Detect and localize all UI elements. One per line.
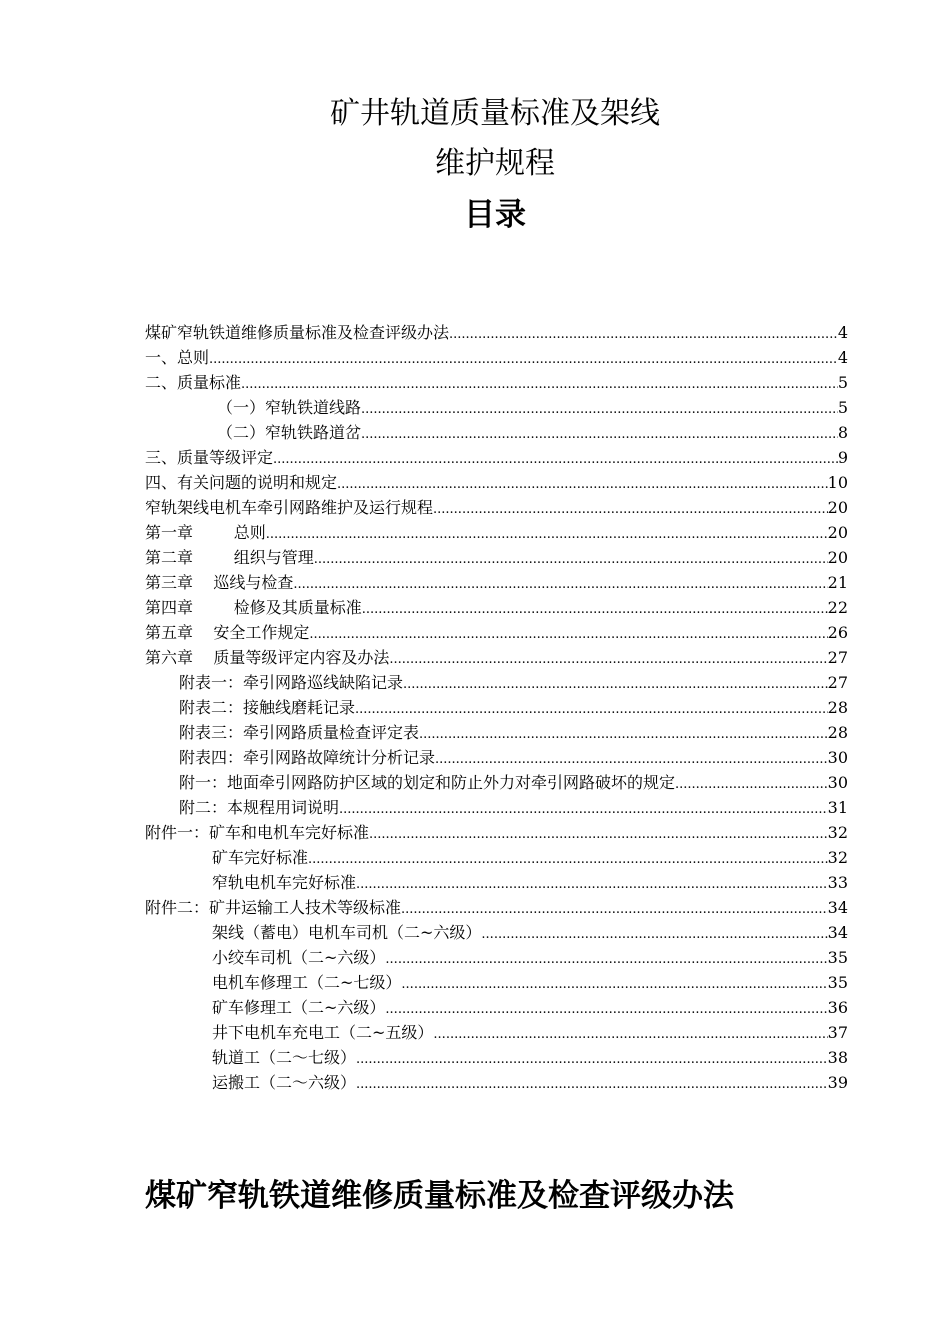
- section-heading: 煤矿窄轨铁道维修质量标准及检查评级办法: [145, 1178, 734, 1214]
- toc-entry-page-number: 9: [837, 448, 848, 467]
- toc-dot-leader: [433, 495, 828, 520]
- toc-dot-leader: [385, 945, 827, 970]
- toc-entry-page-number: 10: [827, 473, 848, 492]
- toc-dot-leader: [266, 520, 828, 545]
- toc-entry-title: 二、质量标准: [145, 373, 242, 392]
- toc-dot-leader: [419, 720, 828, 745]
- toc-entry[interactable]: [145, 345, 848, 370]
- toc-entry-title: 窄轨电机车完好标准: [212, 873, 357, 892]
- toc-entry-page-number: 27: [827, 673, 848, 692]
- toc-entry-title: 附一：地面牵引网路防护区域的划定和防止外力对牵引网路破坏的规定: [179, 773, 676, 792]
- toc-entry-page-number: 27: [827, 648, 848, 667]
- toc-dot-leader: [449, 320, 838, 345]
- toc-entry[interactable]: [145, 320, 848, 345]
- toc-entry-page-number: 26: [827, 623, 848, 642]
- toc-entry-page-number: 22: [827, 598, 848, 617]
- toc-entry[interactable]: [145, 795, 848, 820]
- toc-dot-leader: [403, 670, 828, 695]
- toc-entry-title: 第五章 安全工作规定: [145, 623, 310, 642]
- toc-entry-title: 附表一：牵引网路巡线缺陷记录: [179, 673, 404, 692]
- toc-entry-page-number: 30: [827, 773, 848, 792]
- toc-entry[interactable]: [145, 970, 848, 995]
- toc-entry-page-number: 32: [827, 848, 848, 867]
- toc-entry-page-number: 5: [837, 398, 848, 417]
- toc-dot-leader: [401, 895, 828, 920]
- toc-dot-leader: [389, 645, 827, 670]
- toc-entry-title: 煤矿窄轨铁道维修质量标准及检查评级办法: [145, 323, 450, 342]
- toc-entry-page-number: 4: [837, 348, 848, 367]
- toc-entry[interactable]: [145, 1045, 848, 1070]
- toc-entry[interactable]: [145, 370, 848, 395]
- document-title-line-1: 矿井轨道质量标准及架线: [330, 96, 660, 131]
- toc-entry[interactable]: [145, 720, 848, 745]
- toc-dot-leader: [308, 845, 828, 870]
- toc-entry[interactable]: [145, 420, 848, 445]
- toc-entry[interactable]: [145, 1020, 848, 1045]
- toc-entry-title: 井下电机车充电工（二~五级）: [212, 1023, 434, 1042]
- toc-entry-title: 第四章 检修及其质量标准: [145, 598, 362, 617]
- toc-entry[interactable]: [145, 945, 848, 970]
- toc-entry[interactable]: [145, 1070, 848, 1095]
- toc-entry-title: 附表三：牵引网路质量检查评定表: [179, 723, 420, 742]
- toc-entry-page-number: 20: [827, 523, 848, 542]
- toc-entry-page-number: 28: [827, 723, 848, 742]
- toc-entry-title: 窄轨架线电机车牵引网路维护及运行规程: [145, 498, 434, 517]
- toc-entry-title: 四、有关问题的说明和规定: [145, 473, 338, 492]
- toc-entry[interactable]: [145, 820, 848, 845]
- toc-dot-leader: [314, 545, 828, 570]
- toc-dot-leader: [435, 745, 828, 770]
- toc-entry-page-number: 8: [837, 423, 848, 442]
- toc-entry[interactable]: [145, 395, 848, 420]
- toc-entry[interactable]: [145, 545, 848, 570]
- toc-entry[interactable]: [145, 620, 848, 645]
- toc-entry-title: 矿车修理工（二~六级）: [212, 998, 386, 1017]
- toc-dot-leader: [337, 470, 828, 495]
- toc-entry-title: 附表四：牵引网路故障统计分析记录: [179, 748, 436, 767]
- toc-entry[interactable]: [145, 520, 848, 545]
- toc-entry-page-number: 4: [837, 323, 848, 342]
- toc-entry[interactable]: [145, 920, 848, 945]
- toc-entry-page-number: 21: [827, 573, 848, 592]
- toc-entry[interactable]: [145, 845, 848, 870]
- document-title-line-2: 维护规程: [435, 146, 555, 181]
- toc-dot-leader: [362, 595, 828, 620]
- toc-entry-page-number: 37: [827, 1023, 848, 1042]
- toc-entry-page-number: 20: [827, 548, 848, 567]
- toc-entry[interactable]: [145, 995, 848, 1020]
- toc-entry-title: 第二章 组织与管理: [145, 548, 314, 567]
- toc-entry[interactable]: [145, 670, 848, 695]
- toc-entry[interactable]: [145, 895, 848, 920]
- toc-entry-title: （二）窄轨铁路道岔: [217, 423, 362, 442]
- toc-entry-title: 三、质量等级评定: [145, 448, 274, 467]
- toc-dot-leader: [356, 870, 828, 895]
- table-of-contents: [145, 320, 848, 1095]
- toc-entry[interactable]: [145, 645, 848, 670]
- toc-dot-leader: [361, 395, 838, 420]
- toc-dot-leader: [356, 1070, 828, 1095]
- toc-entry-title: 矿车完好标准: [212, 848, 309, 867]
- toc-entry[interactable]: [145, 770, 848, 795]
- toc-heading: 目录: [464, 197, 526, 233]
- toc-entry-title: 架线（蓄电）电机车司机（二~六级）: [212, 923, 482, 942]
- toc-entry-title: 一、总则: [145, 348, 210, 367]
- toc-entry-title: 轨道工（二～七级）: [212, 1048, 357, 1067]
- toc-entry-page-number: 5: [837, 373, 848, 392]
- toc-entry-page-number: 36: [827, 998, 848, 1017]
- toc-dot-leader: [309, 620, 827, 645]
- toc-dot-leader: [241, 370, 838, 395]
- toc-dot-leader: [209, 345, 838, 370]
- toc-entry-title: 第一章 总则: [145, 523, 266, 542]
- toc-entry[interactable]: [145, 870, 848, 895]
- toc-entry-page-number: 28: [827, 698, 848, 717]
- toc-dot-leader: [369, 820, 828, 845]
- toc-entry[interactable]: [145, 695, 848, 720]
- toc-entry-page-number: 30: [827, 748, 848, 767]
- toc-entry[interactable]: [145, 745, 848, 770]
- toc-dot-leader: [361, 420, 838, 445]
- toc-entry-page-number: 35: [827, 948, 848, 967]
- toc-entry-title: 附件二：矿井运输工人技术等级标准: [145, 898, 402, 917]
- toc-entry[interactable]: [145, 570, 848, 595]
- toc-dot-leader: [355, 695, 828, 720]
- toc-dot-leader: [293, 570, 827, 595]
- toc-entry-page-number: 35: [827, 973, 848, 992]
- toc-entry[interactable]: [145, 595, 848, 620]
- toc-entry-page-number: 34: [827, 898, 848, 917]
- toc-entry-title: 电机车修理工（二~七级）: [212, 973, 402, 992]
- toc-entry-page-number: 20: [827, 498, 848, 517]
- toc-dot-leader: [339, 795, 828, 820]
- toc-dot-leader: [675, 770, 828, 795]
- toc-entry-page-number: 38: [827, 1048, 848, 1067]
- toc-entry[interactable]: [145, 445, 848, 470]
- toc-entry-title: 附件一：矿车和电机车完好标准: [145, 823, 370, 842]
- toc-entry[interactable]: [145, 470, 848, 495]
- toc-dot-leader: [273, 445, 838, 470]
- toc-entry-title: 运搬工（二～六级）: [212, 1073, 357, 1092]
- toc-entry-title: 附二：本规程用词说明: [179, 798, 340, 817]
- toc-entry-title: （一）窄轨铁道线路: [217, 398, 362, 417]
- toc-entry-page-number: 33: [827, 873, 848, 892]
- toc-entry-title: 附表二：接触线磨耗记录: [179, 698, 356, 717]
- toc-dot-leader: [385, 995, 827, 1020]
- toc-entry-page-number: 31: [827, 798, 848, 817]
- toc-entry-page-number: 34: [827, 923, 848, 942]
- toc-dot-leader: [356, 1045, 828, 1070]
- toc-dot-leader: [401, 970, 827, 995]
- toc-entry-title: 第六章 质量等级评定内容及办法: [145, 648, 390, 667]
- toc-entry-title: 第三章 巡线与检查: [145, 573, 294, 592]
- toc-entry-title: 小绞车司机（二~六级）: [212, 948, 386, 967]
- toc-entry-page-number: 39: [827, 1073, 848, 1092]
- toc-dot-leader: [481, 920, 827, 945]
- toc-dot-leader: [433, 1020, 827, 1045]
- toc-entry[interactable]: [145, 495, 848, 520]
- toc-entry-page-number: 32: [827, 823, 848, 842]
